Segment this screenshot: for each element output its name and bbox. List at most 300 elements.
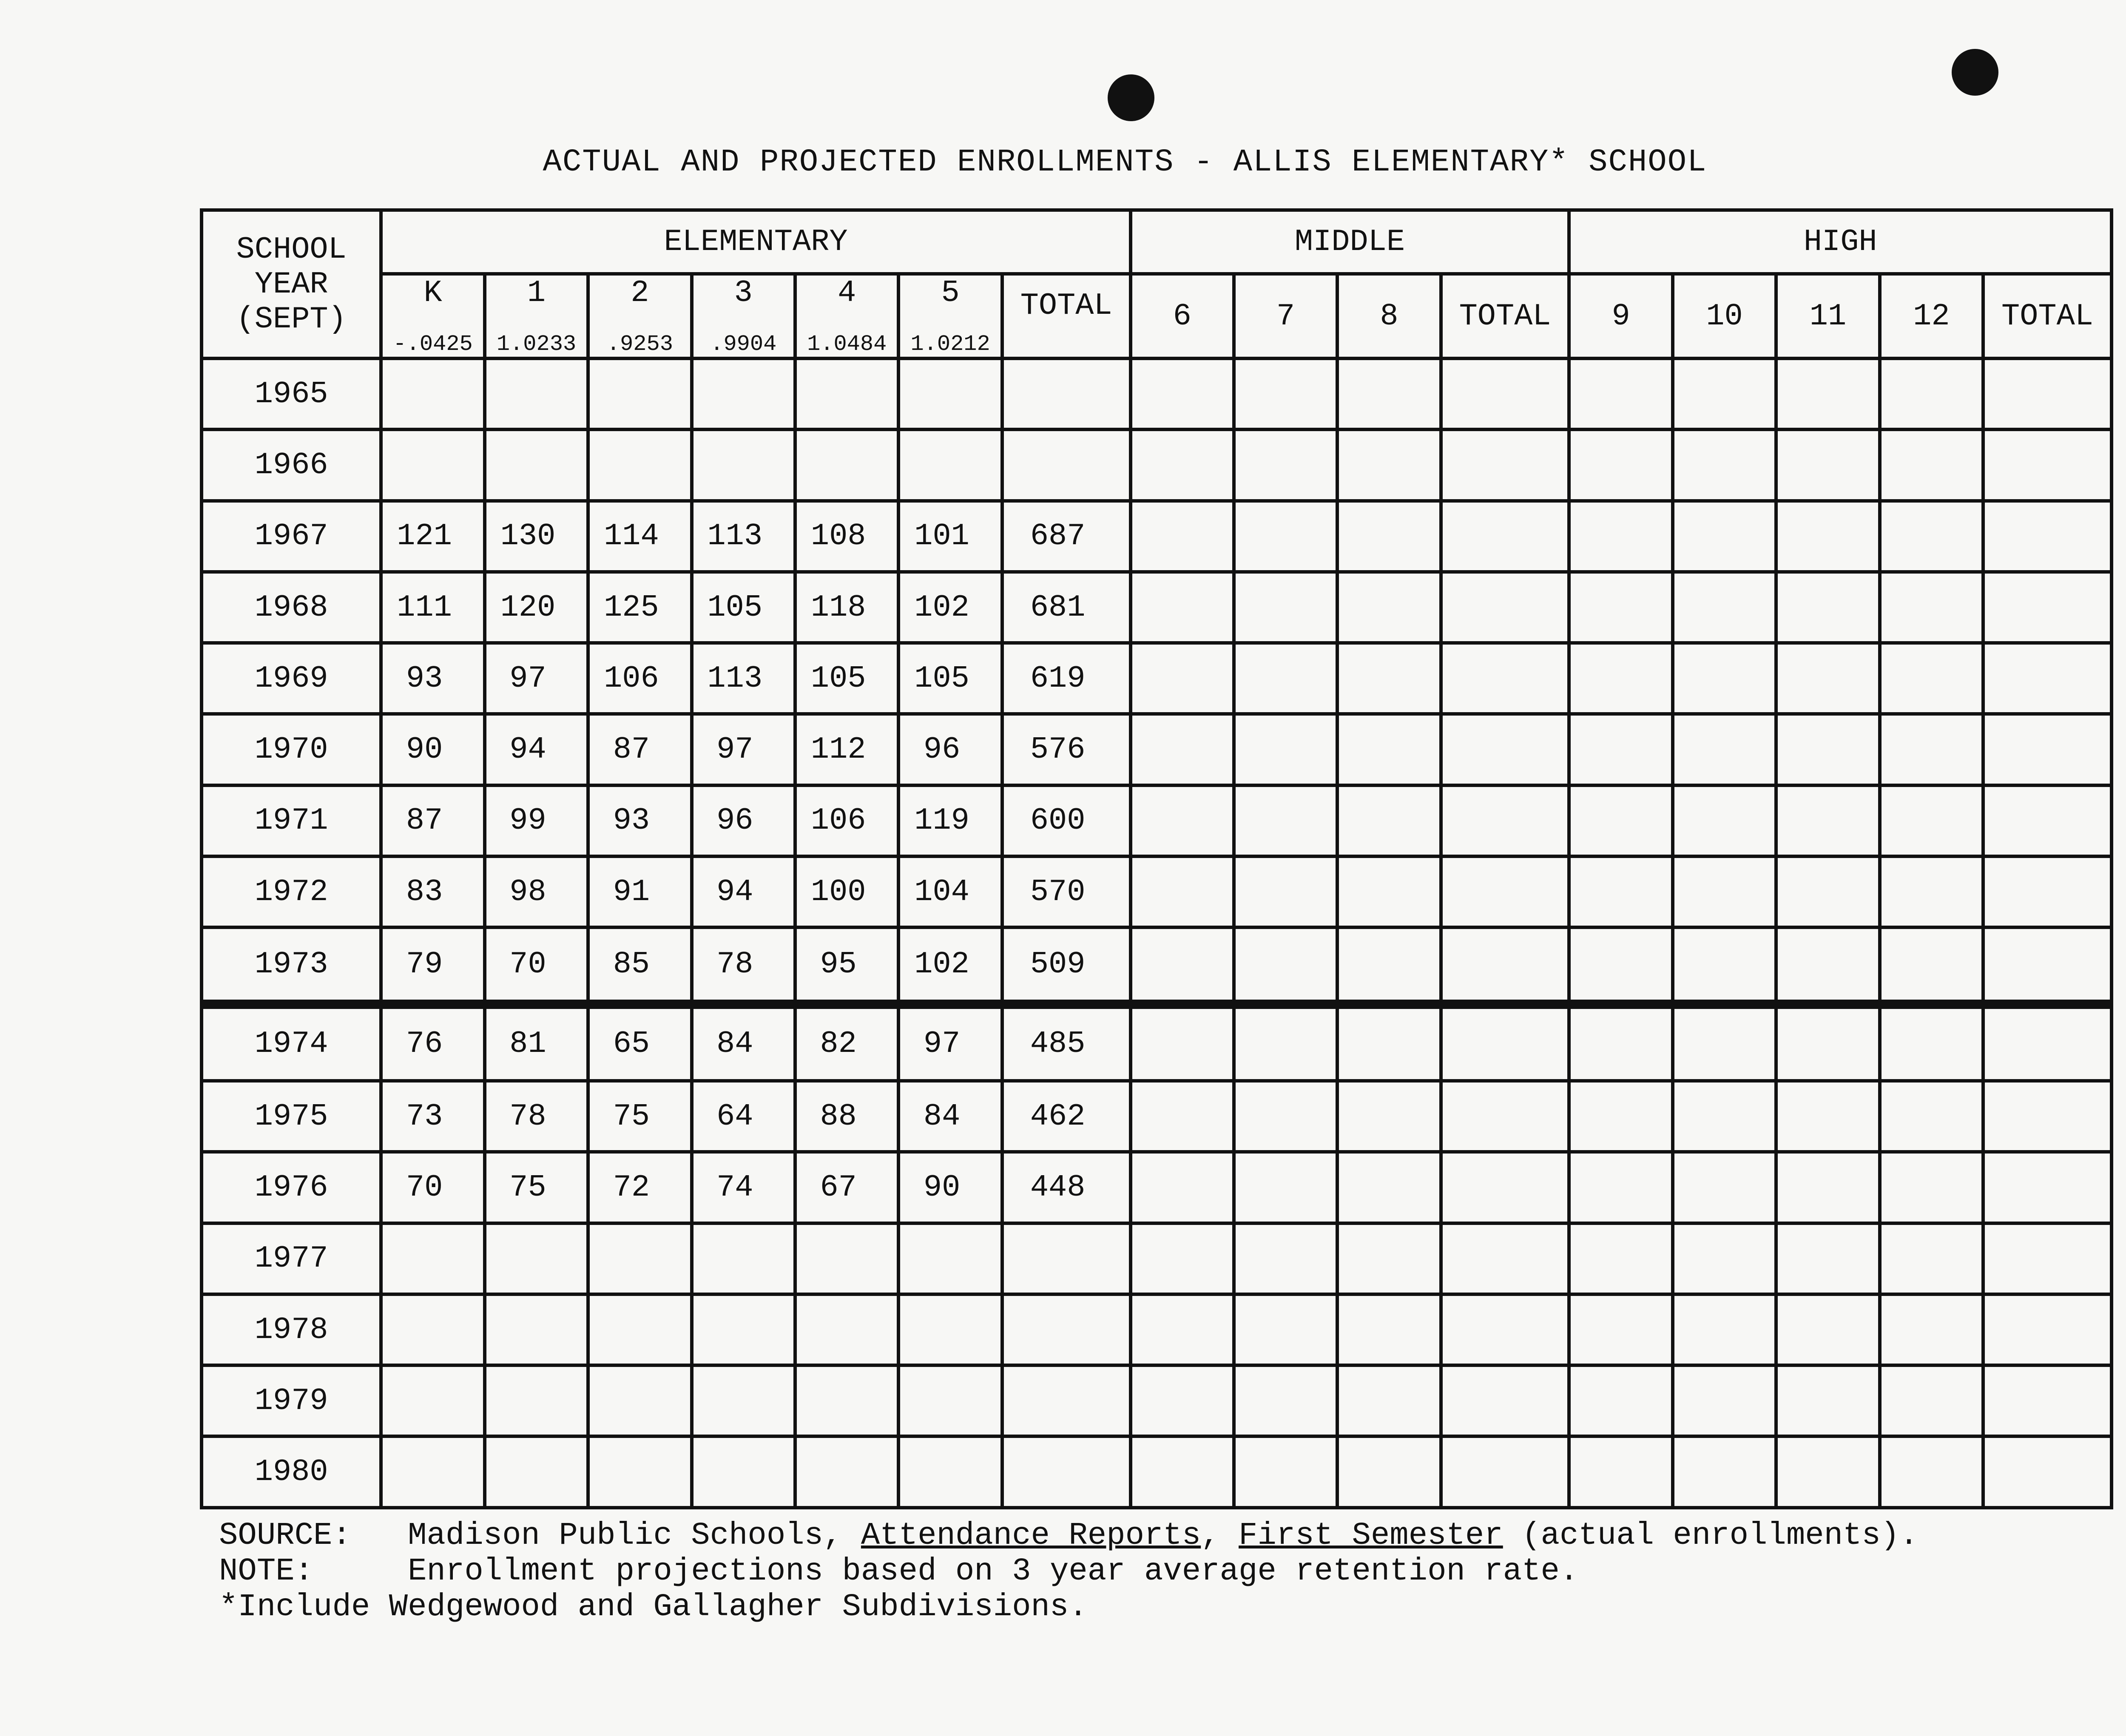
row-year: 1970 [202,714,381,785]
enrollment-cell [898,358,1002,429]
enrollment-cell: 600 [1002,785,1131,856]
empty-cell [1441,785,1569,856]
retention-rate: 1.0233 [496,332,577,357]
empty-cell [1337,785,1441,856]
empty-cell [1880,856,1983,927]
empty-cell [1983,1223,2112,1294]
row-year: 1979 [202,1365,381,1436]
empty-cell [1131,1152,1234,1223]
enrollment-cell [381,429,484,500]
enrollment-cell: 87 [381,785,484,856]
empty-cell [1569,1081,1672,1152]
empty-cell [1776,1365,1879,1436]
enrollment-cell: 509 [1002,927,1131,1004]
enrollment-cell [795,429,898,500]
empty-cell [1234,1081,1337,1152]
empty-cell [1234,856,1337,927]
empty-cell [1441,1152,1569,1223]
empty-cell [1441,643,1569,714]
empty-cell [1776,1223,1879,1294]
enrollment-cell: 576 [1002,714,1131,785]
enrollment-cell: 64 [692,1081,795,1152]
enrollment-cell: 98 [485,856,588,927]
empty-cell [1131,1223,1234,1294]
source-title-attendance: Attendance Reports [861,1518,1201,1554]
empty-cell [1131,856,1234,927]
header-high-col: 9 [1569,274,1672,358]
footnote: *Include Wedgewood and Gallagher Subdivisions. [219,1589,1088,1625]
enrollment-cell [898,1436,1002,1508]
enrollment-cell: 90 [381,714,484,785]
empty-cell [1337,572,1441,643]
enrollment-cell: 97 [485,643,588,714]
empty-cell [1880,501,1983,572]
enrollment-cell: 91 [588,856,691,927]
empty-cell [1337,1152,1441,1223]
enrollment-cell: 94 [485,714,588,785]
enrollment-cell [692,429,795,500]
empty-cell [1983,1365,2112,1436]
empty-cell [1983,785,2112,856]
empty-cell [1441,1365,1569,1436]
empty-cell [1441,1436,1569,1508]
enrollment-cell [898,429,1002,500]
row-year: 1974 [202,1004,381,1081]
empty-cell [1776,643,1879,714]
retention-rate: 1.0484 [807,332,887,357]
header-elem-col [485,274,588,358]
empty-cell [1673,1294,1776,1365]
enrollment-cell: 121 [381,501,484,572]
enrollment-cell: 462 [1002,1081,1131,1152]
row-year: 1976 [202,1152,381,1223]
header-elem-label: 1 [527,276,546,310]
empty-cell [1131,1294,1234,1365]
empty-cell [1776,1004,1879,1081]
header-elem-col [898,274,1002,358]
enrollment-cell: 93 [588,785,691,856]
empty-cell [1441,1294,1569,1365]
enrollment-cell: 130 [485,501,588,572]
empty-cell [1983,1436,2112,1508]
empty-cell [1776,358,1879,429]
header-elem-label: TOTAL [1020,288,1112,323]
empty-cell [1569,501,1672,572]
header-high-col: 10 [1673,274,1776,358]
empty-cell [1569,429,1672,500]
empty-cell [1880,927,1983,1004]
enrollment-cell [381,1365,484,1436]
enrollment-cell: 88 [795,1081,898,1152]
enrollment-cell: 101 [898,501,1002,572]
enrollment-cell: 94 [692,856,795,927]
retention-rate: .9253 [606,332,673,357]
header-elem-label: 5 [941,276,960,310]
header-high-col: 12 [1880,274,1983,358]
empty-cell [1234,358,1337,429]
row-year: 1969 [202,643,381,714]
enrollment-cell: 78 [485,1081,588,1152]
empty-cell [1337,643,1441,714]
enrollment-cell: 75 [588,1081,691,1152]
table-row [202,714,2112,785]
header-elem-label: 3 [734,276,753,310]
enrollment-cell [381,358,484,429]
enrollment-cell [898,1223,1002,1294]
enrollment-cell [1002,429,1131,500]
empty-cell [1569,1223,1672,1294]
note-label: NOTE: [219,1554,314,1589]
enrollment-cell [898,1294,1002,1365]
row-year: 1972 [202,856,381,927]
row-year: 1978 [202,1294,381,1365]
empty-cell [1337,1436,1441,1508]
enrollment-cell: 96 [692,785,795,856]
enrollment-cell [1002,1365,1131,1436]
table-row [202,1436,2112,1508]
enrollment-cell: 104 [898,856,1002,927]
empty-cell [1131,1436,1234,1508]
enrollment-cell: 78 [692,927,795,1004]
empty-cell [1337,358,1441,429]
empty-cell [1441,1081,1569,1152]
enrollment-cell: 681 [1002,572,1131,643]
table-row [202,1004,2112,1081]
empty-cell [1131,927,1234,1004]
empty-cell [1234,1004,1337,1081]
empty-cell [1569,856,1672,927]
empty-cell [1337,856,1441,927]
enrollment-cell [485,358,588,429]
empty-cell [1131,501,1234,572]
enrollment-cell: 105 [795,643,898,714]
header-elem-col [381,274,484,358]
empty-cell [1569,785,1672,856]
empty-cell [1673,785,1776,856]
enrollment-cell [1002,358,1131,429]
empty-cell [1880,785,1983,856]
empty-cell [1131,1004,1234,1081]
table-row [202,927,2112,1004]
enrollment-cell: 106 [588,643,691,714]
empty-cell [1131,1365,1234,1436]
header-elem-label: K [423,276,442,310]
enrollment-cell: 570 [1002,856,1131,927]
header-middle-col: 8 [1337,274,1441,358]
enrollment-cell: 72 [588,1152,691,1223]
row-year: 1973 [202,927,381,1004]
empty-cell [1337,714,1441,785]
empty-cell [1234,501,1337,572]
enrollment-cell [485,1365,588,1436]
empty-cell [1337,1004,1441,1081]
empty-cell [1983,429,2112,500]
header-elem-col [1002,274,1131,358]
empty-cell [1337,927,1441,1004]
empty-cell [1234,785,1337,856]
empty-cell [1673,856,1776,927]
enrollment-cell: 106 [795,785,898,856]
enrollment-cell: 102 [898,572,1002,643]
header-school-year: SCHOOL YEAR (SEPT) [202,210,381,358]
empty-cell [1673,1152,1776,1223]
retention-rate: -.0425 [393,332,473,357]
empty-cell [1569,572,1672,643]
enrollment-cell [485,1436,588,1508]
empty-cell [1776,572,1879,643]
empty-cell [1441,429,1569,500]
enrollment-cell: 619 [1002,643,1131,714]
empty-cell [1776,1436,1879,1508]
empty-cell [1983,1152,2112,1223]
table-row [202,785,2112,856]
enrollment-cell [485,429,588,500]
enrollment-cell [1002,1294,1131,1365]
enrollment-cell: 113 [692,501,795,572]
enrollment-cell: 90 [898,1152,1002,1223]
table-row [202,1365,2112,1436]
enrollment-cell [485,1294,588,1365]
header-elem-col [588,274,691,358]
table-row [202,572,2112,643]
enrollment-cell: 84 [898,1081,1002,1152]
enrollment-cell [692,1436,795,1508]
empty-cell [1234,572,1337,643]
enrollment-cell: 687 [1002,501,1131,572]
empty-cell [1880,1152,1983,1223]
table-row [202,643,2112,714]
source-title-semester: First Semester [1239,1518,1503,1554]
enrollment-cell: 113 [692,643,795,714]
empty-cell [1880,1004,1983,1081]
enrollment-cell: 105 [692,572,795,643]
empty-cell [1776,429,1879,500]
enrollment-cell [692,1365,795,1436]
enrollment-cell [795,1436,898,1508]
row-year: 1977 [202,1223,381,1294]
empty-cell [1880,1436,1983,1508]
empty-cell [1569,714,1672,785]
empty-cell [1880,643,1983,714]
notes-block [219,1518,1919,1625]
enrollment-cell: 70 [485,927,588,1004]
empty-cell [1441,572,1569,643]
empty-cell [1234,1365,1337,1436]
empty-cell [1337,429,1441,500]
empty-cell [1983,501,2112,572]
header-elem-label: 2 [631,276,649,310]
enrollment-cell: 67 [795,1152,898,1223]
enrollment-cell [795,358,898,429]
header-middle-col: TOTAL [1441,274,1569,358]
row-year: 1980 [202,1436,381,1508]
header-high-col: 11 [1776,274,1879,358]
source-text-mid: , [1201,1518,1239,1554]
empty-cell [1337,1223,1441,1294]
empty-cell [1569,643,1672,714]
enrollment-cell [1002,1223,1131,1294]
empty-cell [1131,358,1234,429]
retention-rate: 1.0212 [910,332,990,357]
empty-cell [1441,501,1569,572]
enrollment-cell: 100 [795,856,898,927]
header-high: HIGH [1569,210,2112,274]
empty-cell [1983,358,2112,429]
enrollment-cell: 97 [692,714,795,785]
empty-cell [1776,1152,1879,1223]
empty-cell [1569,1004,1672,1081]
header-middle-col: 6 [1131,274,1234,358]
note-text: Enrollment projections based on 3 year average retention rate. [408,1554,1579,1589]
empty-cell [1776,501,1879,572]
empty-cell [1569,1436,1672,1508]
page-title: ACTUAL AND PROJECTED ENROLLMENTS - ALLIS ELEMENTARY* SCHOOL [543,145,1707,180]
enrollment-cell: 70 [381,1152,484,1223]
enrollment-cell: 82 [795,1004,898,1081]
header-elem-col [692,274,795,358]
enrollment-cell: 93 [381,643,484,714]
empty-cell [1569,358,1672,429]
enrollment-cell: 83 [381,856,484,927]
empty-cell [1337,1081,1441,1152]
empty-cell [1880,1365,1983,1436]
enrollment-cell: 448 [1002,1152,1131,1223]
empty-cell [1131,572,1234,643]
header-high-col: TOTAL [1983,274,2112,358]
empty-cell [1880,714,1983,785]
empty-cell [1673,927,1776,1004]
empty-cell [1776,856,1879,927]
empty-cell [1983,1294,2112,1365]
header-middle-col: 7 [1234,274,1337,358]
header-elem-label: 4 [838,276,856,310]
enrollment-cell [588,1223,691,1294]
empty-cell [1983,643,2112,714]
empty-cell [1776,1294,1879,1365]
header-elem-col [795,274,898,358]
empty-cell [1673,429,1776,500]
enrollment-cell: 114 [588,501,691,572]
source-text-post: (actual enrollments). [1503,1518,1919,1554]
enrollment-cell [795,1294,898,1365]
empty-cell [1441,856,1569,927]
empty-cell [1234,429,1337,500]
row-year: 1971 [202,785,381,856]
enrollment-cell [898,1365,1002,1436]
enrollment-cell: 118 [795,572,898,643]
empty-cell [1569,1294,1672,1365]
enrollment-cell: 125 [588,572,691,643]
enrollment-cell: 65 [588,1004,691,1081]
empty-cell [1673,572,1776,643]
empty-cell [1234,1223,1337,1294]
source-text-pre: Madison Public Schools, [408,1518,861,1554]
enrollment-cell [588,1365,691,1436]
empty-cell [1673,501,1776,572]
empty-cell [1776,714,1879,785]
empty-cell [1776,927,1879,1004]
enrollment-cell: 95 [795,927,898,1004]
empty-cell [1673,1081,1776,1152]
row-year: 1966 [202,429,381,500]
empty-cell [1234,1294,1337,1365]
empty-cell [1131,785,1234,856]
empty-cell [1880,1223,1983,1294]
enrollment-cell [485,1223,588,1294]
enrollment-cell: 75 [485,1152,588,1223]
enrollment-cell [692,1294,795,1365]
empty-cell [1234,927,1337,1004]
table-row [202,1223,2112,1294]
empty-cell [1441,1004,1569,1081]
empty-cell [1569,927,1672,1004]
enrollment-cell: 108 [795,501,898,572]
enrollment-cell: 119 [898,785,1002,856]
enrollment-cell: 105 [898,643,1002,714]
enrollment-cell: 76 [381,1004,484,1081]
enrollment-cell: 485 [1002,1004,1131,1081]
table-row [202,429,2112,500]
empty-cell [1131,429,1234,500]
enrollment-cell [588,1436,691,1508]
enrollment-cell: 73 [381,1081,484,1152]
enrollment-cell [381,1223,484,1294]
empty-cell [1131,643,1234,714]
empty-cell [1880,1294,1983,1365]
enrollment-cell [692,1223,795,1294]
empty-cell [1337,1365,1441,1436]
punch-hole-right [1952,49,1998,96]
empty-cell [1673,358,1776,429]
empty-cell [1983,572,2112,643]
empty-cell [1673,714,1776,785]
empty-cell [1337,1294,1441,1365]
empty-cell [1131,714,1234,785]
table-row [202,856,2112,927]
enrollment-cell: 81 [485,1004,588,1081]
enrollment-cell: 112 [795,714,898,785]
row-year: 1968 [202,572,381,643]
source-label: SOURCE: [219,1518,351,1554]
empty-cell [1776,1081,1879,1152]
empty-cell [1131,1081,1234,1152]
empty-cell [1441,1223,1569,1294]
header-elementary: ELEMENTARY [381,210,1130,274]
enrollment-cell: 99 [485,785,588,856]
enrollment-cell: 74 [692,1152,795,1223]
row-year: 1965 [202,358,381,429]
empty-cell [1880,429,1983,500]
empty-cell [1880,358,1983,429]
empty-cell [1673,643,1776,714]
enrollment-cell: 87 [588,714,691,785]
empty-cell [1983,714,2112,785]
enrollment-cell [381,1436,484,1508]
empty-cell [1234,714,1337,785]
empty-cell [1673,1365,1776,1436]
table-row [202,358,2112,429]
punch-hole-center [1108,74,1154,121]
empty-cell [1569,1152,1672,1223]
enrollment-cell [588,1294,691,1365]
empty-cell [1983,1004,2112,1081]
row-year: 1975 [202,1081,381,1152]
enrollment-cell: 97 [898,1004,1002,1081]
table-row [202,1294,2112,1365]
empty-cell [1776,785,1879,856]
enrollment-cell [588,358,691,429]
enrollment-table [200,208,2113,1509]
